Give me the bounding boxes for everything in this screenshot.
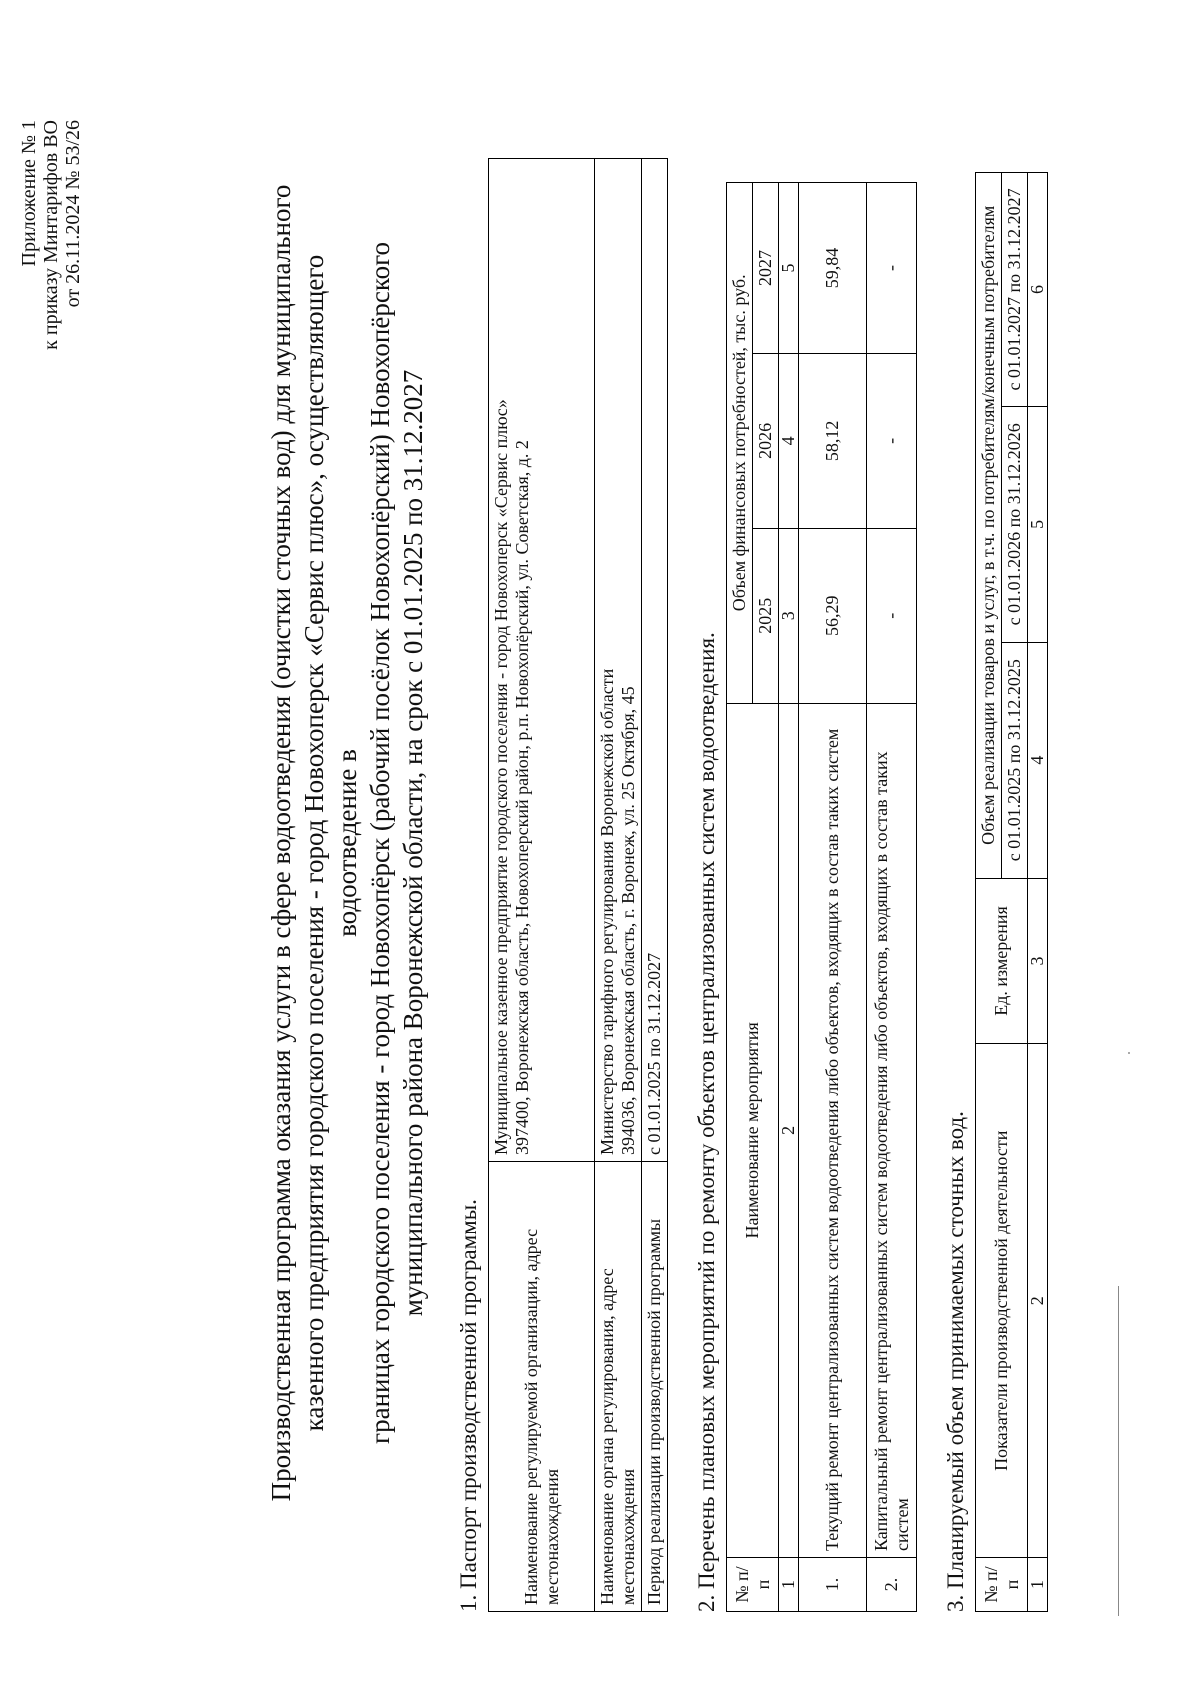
section-1-heading: 1. Паспорт производственной программы. [456, 1199, 481, 1612]
column-header-indicator: Показатели производственной деятельности [976, 1044, 1028, 1558]
scan-speck [1128, 1052, 1130, 1054]
passport-value-line: 397400, Воронежская область, Новохоперский район, р.п. Новохопёрский, ул. Советская, д. 2 [512, 440, 532, 1155]
title-line-1: Производственная программа оказания услуги в сфере водоотведения (очистки сточных вод) для муниципального [266, 184, 296, 1502]
column-number: 3 [779, 528, 799, 703]
section-2-heading: 2. Перечень плановых мероприятий по ремонту объектов централизованных систем водоотведения. [694, 632, 719, 1612]
passport-value-line: Муниципальное казенное предприятие городского поселения - город Новохоперск «Сервис плюс» [491, 399, 511, 1155]
cost-2025: 56,29 [799, 528, 867, 703]
column-header-num: № п/п [727, 1558, 779, 1612]
column-number: 3 [1028, 878, 1048, 1044]
title-line-2: казенного предприятия городского поселения - город Новохоперск «Сервис плюс», осуществляющего водоотведение в [299, 254, 362, 1432]
table-row [642, 159, 668, 1612]
column-number: 1 [1028, 1558, 1048, 1612]
column-header-year: 2026 [753, 353, 779, 528]
column-header-period: с 01.01.2026 по 31.12.2026 [1002, 406, 1028, 642]
passport-value-line: Министерство тарифного регулирования Воронежской области [597, 668, 617, 1155]
table-header-row [727, 183, 753, 1612]
passport-value-line: 394036, Воронежская область, г. Воронеж, ул. 25 Октября, 45 [618, 686, 638, 1155]
divider-line [1118, 1286, 1119, 1616]
row-number: 2. [867, 1558, 917, 1612]
cost-2026: - [867, 353, 917, 528]
table-row [595, 159, 642, 1612]
column-header-period: с 01.01.2027 по 31.12.2027 [1002, 173, 1028, 407]
column-number: 4 [779, 353, 799, 528]
title-line-3: границах городского поселения - город Новохопёрск (рабочий посёлок Новохопёрский) Новохопёрского [365, 242, 395, 1444]
cost-2025: - [867, 528, 917, 703]
column-header-year: 2025 [753, 528, 779, 703]
column-number: 5 [779, 183, 799, 354]
column-header-year: 2027 [753, 183, 779, 354]
cost-2026: 58,12 [799, 353, 867, 528]
repair-measures-table [726, 182, 917, 1612]
appendix-line-2: к приказу Минтарифов ВО [40, 120, 62, 350]
title-line-4: муниципального района Воронежской области, на срок с 01.01.2025 по 31.12.2027 [398, 369, 428, 1317]
passport-value [595, 159, 642, 1162]
column-header-unit: Ед. измерения [976, 878, 1028, 1044]
passport-label: Период реализации производственной программы [642, 1162, 668, 1612]
row-number: 1. [799, 1558, 867, 1612]
column-number: 2 [1028, 1044, 1048, 1558]
column-number: 2 [779, 703, 799, 1557]
cost-2027: 59,84 [799, 183, 867, 354]
measure-name: Капитальный ремонт централизованных систем водоотведения либо объектов, входящих в состав таких систем [867, 703, 917, 1557]
column-header-volume: Объем финансовых потребностей, тыс. руб. [727, 183, 753, 704]
column-number-row [779, 183, 799, 1612]
table-header-row [976, 173, 1002, 1612]
cost-2027: - [867, 183, 917, 354]
table-row [489, 159, 595, 1612]
column-number: 5 [1028, 406, 1048, 642]
column-number: 1 [779, 1558, 799, 1612]
appendix-note [18, 120, 84, 350]
table-row [799, 183, 867, 1612]
passport-value [489, 159, 595, 1162]
passport-label: Наименование регулируемой организации, адрес местонахождения [489, 1162, 595, 1612]
table-row [867, 183, 917, 1612]
section-3-heading: 3. Планируемый объем принимаемых сточных вод. [943, 1111, 968, 1612]
column-number: 4 [1028, 642, 1048, 878]
column-number: 6 [1028, 173, 1048, 407]
appendix-line-1: Приложение № 1 [18, 120, 40, 267]
column-header-name: Наименование мероприятия [727, 703, 779, 1557]
column-header-num: № п/п [976, 1558, 1028, 1612]
passport-table [488, 158, 668, 1612]
passport-value: с 01.01.2025 по 31.12.2027 [642, 159, 668, 1162]
document-title [265, 183, 430, 1503]
column-number-row [1028, 173, 1048, 1612]
appendix-line-3: от 26.11.2024 № 53/26 [62, 120, 84, 308]
column-header-period: с 01.01.2025 по 31.12.2025 [1002, 642, 1028, 878]
wastewater-volume-table [975, 172, 1048, 1612]
measure-name: Текущий ремонт централизованных систем водоотведения либо объектов, входящих в состав таких систем [799, 703, 867, 1557]
column-header-volume: Объем реализации товаров и услуг, в т.ч. по потребителям/конечным потребителям [976, 173, 1002, 879]
passport-label: Наименование органа регулирования, адрес местонахождения [595, 1162, 642, 1612]
